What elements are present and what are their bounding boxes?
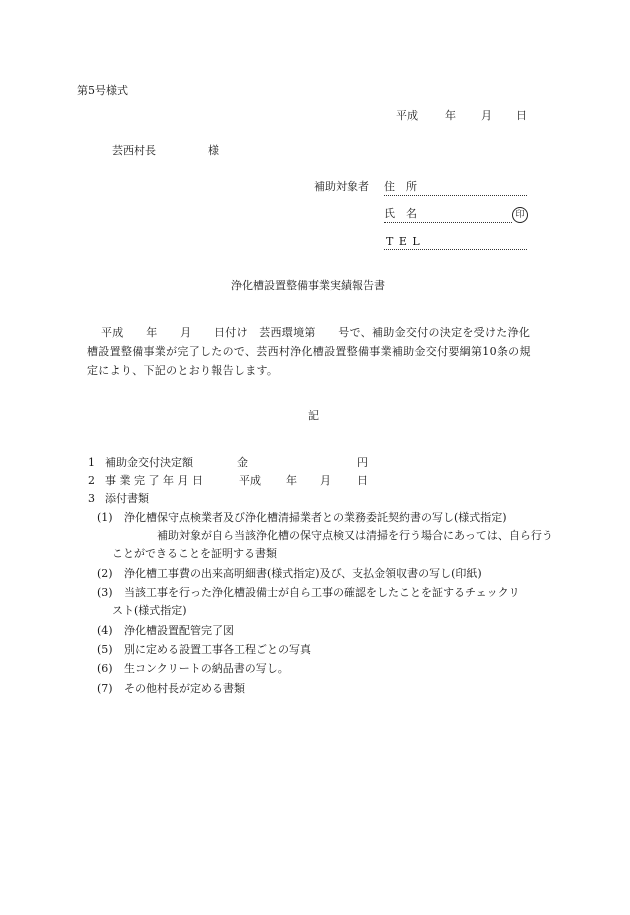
attachment-line: スト(様式指定): [112, 604, 187, 617]
attachment-number: (1): [97, 511, 113, 524]
item2-era: 平成: [239, 474, 261, 487]
attachment-line: 浄化槽設置配管完了図: [124, 624, 234, 637]
body-line-1: 平成 年 月 日付け 芸西環境第 号で、補助金交付の決定を受けた浄化: [101, 326, 531, 339]
attachment-line: 浄化槽保守点検業者及び浄化槽清掃業者との業務委託契約書の写し(様式指定): [124, 511, 507, 524]
attachment-line: ことができることを証明する書類: [112, 547, 277, 560]
attachment-line: 別に定める設置工事各工程ごとの写真: [124, 643, 311, 656]
ki-marker: 記: [308, 409, 319, 422]
date-month: 月: [481, 109, 492, 122]
attachment-line: 生コンクリートの納品書の写し。: [124, 662, 289, 675]
item1-number: 1: [88, 456, 95, 469]
attachment-number: (5): [97, 643, 113, 656]
attachment-line-text: 補助対象が自ら当該浄化槽の保守点検又は清掃を行う場合にあっては、自ら行う: [157, 529, 553, 542]
name-label: 氏 名: [384, 207, 417, 220]
address-line: [384, 195, 527, 196]
body-line-2: 槽設置整備事業が完了したので、芸西村浄化槽設置整備事業補助金交付要綱第10条の規: [87, 345, 531, 358]
attachment-line: 浄化槽工事費の出来高明細書(様式指定)及び、支払金領収書の写し(印紙): [124, 567, 482, 580]
attachment-line: 当該工事を行った浄化槽設備士が自ら工事の確認をしたことを証するチェックリ: [124, 586, 520, 599]
date-year: 年: [445, 109, 456, 122]
item1-yen: 円: [357, 456, 368, 469]
item2-month: 月: [320, 474, 331, 487]
item2-number: 2: [88, 474, 95, 487]
item3-number: 3: [88, 492, 95, 505]
attachment-line: その他村長が定める書類: [124, 682, 245, 695]
attachment-number: (4): [97, 624, 113, 637]
address-label: 住 所: [384, 180, 417, 193]
item2-year: 年: [286, 474, 297, 487]
form-number: 第5号様式: [77, 84, 128, 97]
attachment-number: (7): [97, 682, 113, 695]
attachment-number: (3): [97, 586, 113, 599]
item2-day: 日: [357, 474, 368, 487]
addressee-honorific: 様: [208, 144, 219, 157]
date-era: 平成: [396, 109, 418, 122]
attachment-number: (6): [97, 662, 113, 675]
name-line: [384, 222, 512, 223]
item3-label: 添付書類: [105, 492, 149, 505]
tel-line: [384, 249, 527, 250]
document-title: 浄化槽設置整備事業実績報告書: [231, 279, 385, 292]
body-line-3: 定により、下記のとおり報告します。: [87, 364, 279, 377]
item1-label: 補助金交付決定額: [105, 456, 193, 469]
item2-label: 事 業 完 了 年 月 日: [105, 474, 203, 487]
item1-kin: 金: [237, 456, 248, 469]
seal-icon: 印: [512, 207, 528, 223]
attachment-number: (2): [97, 567, 113, 580]
attachment-line: [124, 530, 553, 541]
addressee-name: 芸西村長: [112, 144, 156, 157]
tel-label: T E L: [386, 235, 421, 248]
date-day: 日: [516, 109, 527, 122]
applicant-label: 補助対象者: [314, 180, 369, 193]
